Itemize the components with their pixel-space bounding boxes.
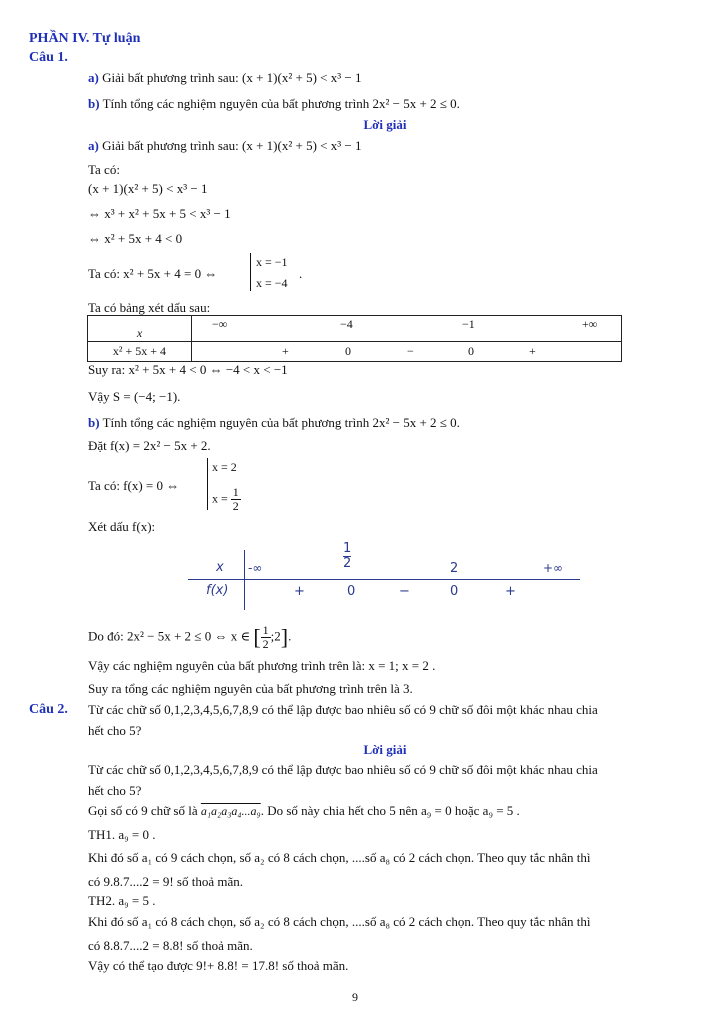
- fx-root-2: x = $\frac{1}{2}$: [212, 485, 239, 513]
- solution-title-2: Lời giải: [363, 742, 407, 757]
- table-intro: Ta có bảng xét dấu sau:: [88, 300, 211, 315]
- table-poly-signs: [192, 342, 622, 362]
- fig-two: 2: [450, 561, 459, 576]
- step-3: ⇔ x² + 5x + 4 < 0: [88, 231, 183, 246]
- page-number: 9: [352, 990, 358, 1004]
- sign-figure: [188, 540, 580, 612]
- tx-neg-inf: −∞: [212, 317, 228, 331]
- step-1: (x + 1)(x² + 5) < x³ − 1: [88, 181, 208, 196]
- fig-sign-plus-2: +: [505, 584, 516, 599]
- fig-sign-plus-1: +: [294, 584, 305, 599]
- solution-b-heading: [88, 415, 460, 431]
- solution-a-heading: [88, 138, 361, 154]
- ts-plus-2: +: [529, 344, 536, 358]
- sign-table: [87, 315, 622, 362]
- q1-part-a: [88, 70, 361, 86]
- q2-text-1: Từ các chữ số 0,1,2,3,4,5,6,7,8,9 có thể lập được bao nhiêu số có 9 chữ số đôi một khác nhau chia: [88, 702, 598, 717]
- section-title: PHẦN IV. Tự luận: [29, 31, 141, 46]
- ts-zero-2: 0: [468, 344, 474, 358]
- question-1-label: Câu 1.: [29, 50, 68, 65]
- root-2: x = −4: [256, 276, 288, 290]
- vay-s: Vậy S = (−4; −1).: [88, 389, 181, 404]
- root-1: x = −1: [256, 255, 288, 269]
- q2-r3: Gọi số có 9 chữ số là a₁a₂a₃a₄...a₉. Do số này chia hết cho 5 nên a₉ = 0 hoặc a₉ = 5 .: [88, 803, 520, 818]
- tx-pos-inf: +∞: [582, 317, 598, 331]
- roots-bracket: [250, 253, 255, 291]
- ta-co: Ta có:: [88, 162, 120, 177]
- tx-minus-4: −4: [340, 317, 353, 331]
- q2-th1-b: có 9.8.7....2 = 9! số thoả mãn.: [88, 874, 244, 889]
- sol-a-label: a): [88, 138, 99, 153]
- sol-a-text: Giải bất phương trình sau: (x + 1)(x² + 5) < x³ − 1: [102, 138, 362, 153]
- conclude-2: Suy ra tổng các nghiệm nguyên của bất phương trình trên là 3.: [88, 681, 413, 696]
- step-2: ⇔ x³ + x² + 5x + 5 < x³ − 1: [88, 206, 231, 221]
- conclude-1: Vậy các nghiệm nguyên của bất phương trình trên là: x = 1; x = 2 .: [88, 658, 436, 673]
- suy-ra: Suy ra: x² + 5x + 4 < 0 ⇔ −4 < x < −1: [88, 362, 288, 377]
- fig-neg-inf: -∞: [248, 561, 263, 575]
- do-do: Do đó: 2x² − 5x + 2 ≤ 0 ⇔ x ∈ [ $\frac{1}{2}$ ;2].: [88, 623, 292, 651]
- ts-zero-1: 0: [345, 344, 351, 358]
- fig-f-label: f(x): [206, 583, 229, 598]
- q2-text-2: hết cho 5?: [88, 723, 142, 738]
- part-b-text: Tính tổng các nghiệm nguyên của bất phương trình 2x² − 5x + 2 ≤ 0.: [102, 96, 460, 111]
- nine-digit-number: a₁a₂a₃a₄...a₉: [200, 804, 261, 818]
- xet-dau: Xét dấu f(x):: [88, 519, 156, 534]
- sol-b-label: b): [88, 415, 100, 430]
- do-do-fraction: $\frac{1}{2}$: [262, 623, 269, 651]
- roots-end: .: [299, 266, 303, 281]
- figure-hline: [188, 579, 580, 580]
- fig-sign-zero-2: 0: [450, 584, 459, 599]
- fx-root-2-fraction: $\frac{1}{2}$: [232, 485, 239, 513]
- part-b-label: b): [88, 96, 100, 111]
- q2-th2-b: có 8.8.7....2 = 8.8! số thoả mãn.: [88, 938, 253, 953]
- solution-title-1: Lời giải: [363, 117, 407, 132]
- q2-r2: hết cho 5?: [88, 783, 142, 798]
- fx-root-1: x = 2: [212, 460, 237, 474]
- q2-th2-a: Khi đó số a₁ có 8 cách chọn, số a₂ có 8 cách chọn, ....số a₈ có 2 cách chọn. Theo quy tắc nhân thì: [88, 914, 591, 929]
- fx-prefix: Ta có: f(x) = 0 ⇔: [88, 478, 180, 493]
- q2-th2: TH2. a₉ = 5 .: [88, 893, 156, 908]
- table-poly-label: x² + 5x + 4: [88, 342, 192, 362]
- ts-minus: −: [407, 344, 414, 358]
- fig-x-label: x: [216, 560, 224, 575]
- table-x-values: [192, 316, 622, 342]
- q2-th1: TH1. a₉ = 0 .: [88, 827, 156, 842]
- table-x-label: x: [88, 316, 192, 342]
- q1-part-b: [88, 96, 460, 112]
- fig-pos-inf: +∞: [543, 561, 564, 575]
- roots-prefix: Ta có: x² + 5x + 4 = 0 ⇔: [88, 266, 218, 281]
- figure-vline: [244, 550, 245, 610]
- q2-final: Vậy có thể tạo được 9!+ 8.8! = 17.8! số thoả mãn.: [88, 958, 349, 973]
- q2-r1: Từ các chữ số 0,1,2,3,4,5,6,7,8,9 có thể lập được bao nhiêu số có 9 chữ số đôi một khác nhau chia: [88, 762, 598, 777]
- ts-plus-1: +: [282, 344, 289, 358]
- sol-b-text: Tính tổng các nghiệm nguyên của bất phương trình 2x² − 5x + 2 ≤ 0.: [102, 415, 460, 430]
- fig-sign-minus: −: [399, 584, 410, 599]
- fig-sign-zero-1: 0: [347, 584, 356, 599]
- dat-f: Đặt f(x) = 2x² − 5x + 2.: [88, 438, 211, 453]
- q2-th1-a: Khi đó số a₁ có 9 cách chọn, số a₂ có 8 cách chọn, ....số a₈ có 2 cách chọn. Theo quy tắc nhân thì: [88, 850, 591, 865]
- tx-minus-1: −1: [462, 317, 475, 331]
- part-a-text: Giải bất phương trình sau: (x + 1)(x² + 5) < x³ − 1: [102, 70, 362, 85]
- fig-half: 1 2: [343, 541, 352, 571]
- question-2-label: Câu 2.: [29, 702, 68, 717]
- part-a-label: a): [88, 70, 99, 85]
